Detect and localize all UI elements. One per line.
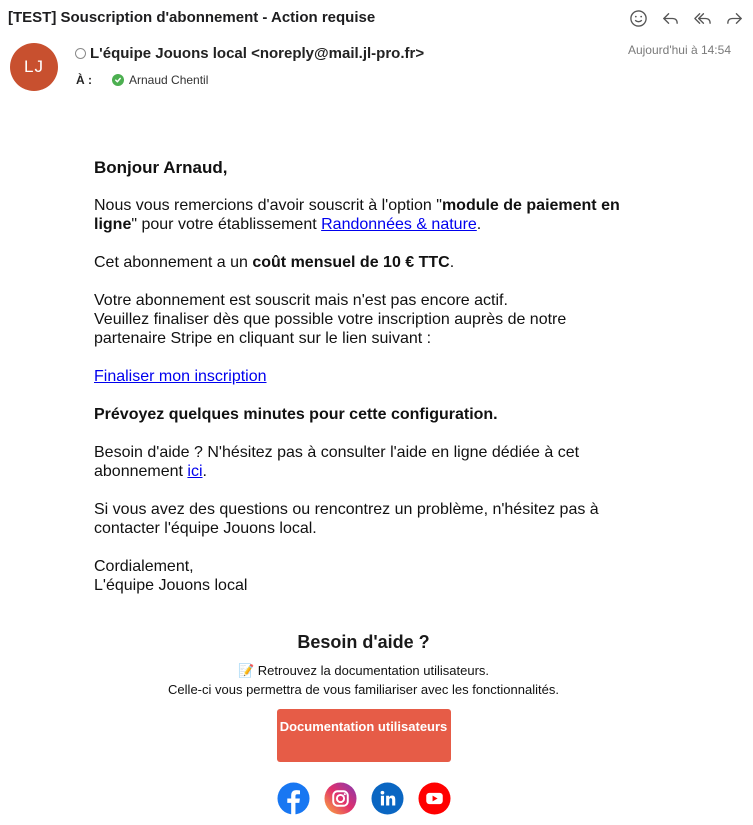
instagram-icon[interactable] — [324, 782, 357, 815]
text: . — [476, 216, 482, 233]
email-subject: [TEST] Souscription d'abonnement - Action requise — [8, 9, 376, 26]
reply-all-icon[interactable] — [691, 8, 713, 28]
help-line-1: 📝 Retrouvez la documentation utilisateurs. — [237, 663, 490, 678]
avatar: LJ — [10, 43, 58, 91]
finalize-link[interactable]: Finaliser mon inscription — [94, 368, 267, 385]
message-toolbar — [627, 8, 745, 28]
to-label: À : — [76, 73, 92, 87]
establishment-link[interactable]: Randonnées & nature — [321, 216, 477, 233]
text: Besoin d'aide ? N'hésitez pas à consulter l'aide en ligne dédiée à cet abonnement — [94, 444, 580, 480]
closing: Cordialement, — [94, 558, 194, 575]
paragraph-finalize — [94, 367, 634, 386]
documentation-button[interactable]: Documentation utilisateurs — [277, 709, 451, 762]
text: Nous vous remercions d'avoir souscrit à l'option " — [94, 197, 442, 214]
text: Votre abonnement est souscrit mais n'est pas encore actif. — [94, 292, 508, 309]
linkedin-icon[interactable] — [371, 782, 404, 815]
help-section — [0, 632, 727, 815]
help-link[interactable]: ici — [187, 463, 203, 480]
paragraph-thanks — [94, 196, 634, 234]
youtube-icon[interactable] — [418, 782, 451, 815]
check-icon — [112, 74, 124, 86]
text: " pour votre établissement — [131, 216, 322, 233]
email-date: Aujourd'hui à 14:54 — [627, 43, 731, 57]
option-name: module de paiement en ligne — [94, 197, 620, 233]
sender-name[interactable]: L'équipe Jouons local <noreply@mail.jl-pro.fr> — [90, 45, 425, 62]
smiley-icon[interactable] — [627, 8, 649, 28]
help-title: Besoin d'aide ? — [297, 632, 430, 652]
social-links — [0, 782, 727, 815]
text: . — [202, 463, 207, 480]
greeting: Bonjour Arnaud, — [94, 158, 228, 177]
status-circle-icon — [75, 48, 86, 59]
paragraph-help — [94, 443, 634, 481]
text: . — [449, 254, 455, 271]
help-line-2: Celle-ci vous permettra de vous familiariser avec les fonctionnalités. — [168, 682, 559, 697]
facebook-icon[interactable] — [277, 782, 310, 815]
paragraph-contact: Si vous avez des questions ou rencontrez un problème, n'hésitez pas à contacter l'équipe Jouons local. — [94, 501, 599, 537]
reply-icon[interactable] — [659, 8, 681, 28]
text: Cet abonnement a un — [94, 254, 253, 271]
setup-notice: Prévoyez quelques minutes pour cette configuration. — [94, 406, 498, 423]
email-body — [94, 158, 634, 614]
subject-bar — [8, 8, 745, 28]
paragraph-status — [94, 291, 634, 348]
recipient-row — [76, 73, 208, 87]
paragraph-minutes — [94, 405, 634, 424]
forward-icon[interactable] — [723, 8, 745, 28]
sender-row — [75, 45, 424, 62]
signature-block — [94, 557, 634, 595]
signature: L'équipe Jouons local — [94, 577, 248, 594]
monthly-cost: coût mensuel de 10 € TTC — [252, 254, 450, 271]
text: Veuillez finaliser dès que possible votre inscription auprès de notre partenaire Stripe en cliquant sur le lien suivant : — [94, 311, 567, 347]
recipient-name[interactable]: Arnaud Chentil — [129, 73, 209, 87]
paragraph-cost — [94, 253, 634, 272]
